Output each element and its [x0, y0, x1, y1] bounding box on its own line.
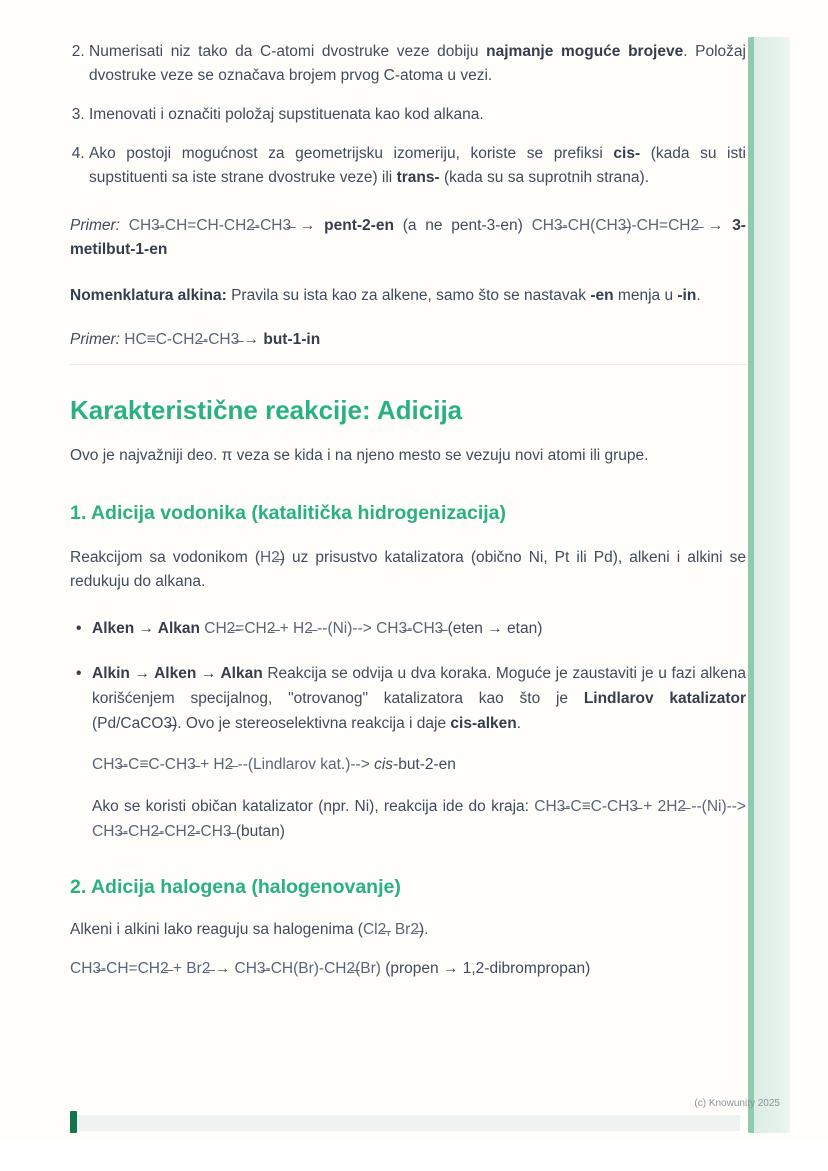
- document-content: [70, 0, 746, 981]
- hydrogenation-paragraph: Reakcijom sa vodonikom (H2̶) uz prisustvo katalizatora (obično Ni, Pt ili Pd), alkeni i alkini se redukuju do alkana.: [70, 549, 746, 590]
- list-item: [92, 661, 746, 844]
- halogenation-paragraph: Alkeni i alkini lako reaguju sa halogenima (Cl2̶, Br2̶).: [70, 921, 429, 938]
- copyright-label: (c) Knowunity 2025: [694, 1098, 780, 1109]
- callout-accent-bar: [70, 1111, 77, 1133]
- nomenclature-rules-list: [70, 40, 746, 190]
- section-divider: [70, 364, 746, 365]
- primer-alkeni-paragraph: Primer: CH3̶-CH=CH-CH2̶-CH3̶ → pent-2-en (a ne pent-3-en) CH3̶-CH(CH3̶)-CH=CH2̶ → 3-metilbut-1-en: [70, 217, 746, 258]
- list-item: 2. Numerisati niz tako da C-atomi dvostruke veze dobiju najmanje moguće brojeve. Položaj dvostruke veze se označava brojem prvog C-atoma u vezi.: [89, 40, 746, 88]
- page-accent-bar: [748, 37, 790, 1133]
- list-item: • Alken → Alkan CH2̶=CH2̶ + H2̶ --(Ni)--> CH3̶-CH3̶ (eten → etan): [92, 616, 746, 641]
- subsection-title-halogenation: 2. Adicija halogena (halogenovanje): [70, 876, 401, 898]
- list-item: 3. Imenovati i označiti položaj supstituenata kao kod alkana.: [89, 103, 746, 127]
- next-callout-preview: [73, 1115, 740, 1131]
- nomenklatura-alkina-paragraph: Nomenklatura alkina: Pravila su ista kao za alkene, samo što se nastavak -en menja u -in.: [70, 287, 701, 304]
- section-intro-paragraph: Ovo je najvažniji deo. π veza se kida i na njeno mesto se vezuju novi atomi ili grupe.: [70, 447, 649, 464]
- reaction-note: Ako se koristi običan katalizator (npr. Ni), reakcija ide do kraja: CH3̶-C≡C-CH3̶ + 2H2̶ --(Ni)--> CH3̶-CH2̶-CH2̶-CH3̶ (butan): [92, 798, 746, 840]
- section-title: Karakteristične reakcije: Adicija: [70, 395, 463, 425]
- primer-alkini-paragraph: Primer: HC≡C-CH2̶-CH3̶ → but-1-in: [70, 331, 321, 348]
- list-item: 4. Ako postoji mogućnost za geometrijsku izomeriju, koriste se prefiksi cis- (kada su isti supstituenti sa iste strane dvostruke veze) ili trans- (kada su sa suprotnih strana).: [89, 142, 746, 190]
- halogenation-equation: CH3̶-CH=CH2̶ + Br2̶ → CH3̶-CH(Br)-CH2̶(Br) (propen → 1,2-dibrompropan): [70, 960, 591, 977]
- hydrogenation-bullet-list: [70, 616, 746, 844]
- bullet-paragraph: • Alkin → Alken → Alkan Reakcija se odvija u dva koraka. Moguće je zaustaviti je u fazi alkena korišćenjem specijalnog, "otrovanog" katalizatora kao što je Lindlarov katalizator (Pd/CaCO3̶). Ovo je stereoselektivna reakcija i daje cis-alken.: [92, 665, 746, 732]
- subsection-title-hydrogenation: 1. Adicija vodonika (katalitička hidrogenizacija): [70, 502, 506, 524]
- reaction-equation: CH3̶-C≡C-CH3̶ + H2̶ --(Lindlarov kat.)--> cis-but-2-en: [92, 756, 456, 773]
